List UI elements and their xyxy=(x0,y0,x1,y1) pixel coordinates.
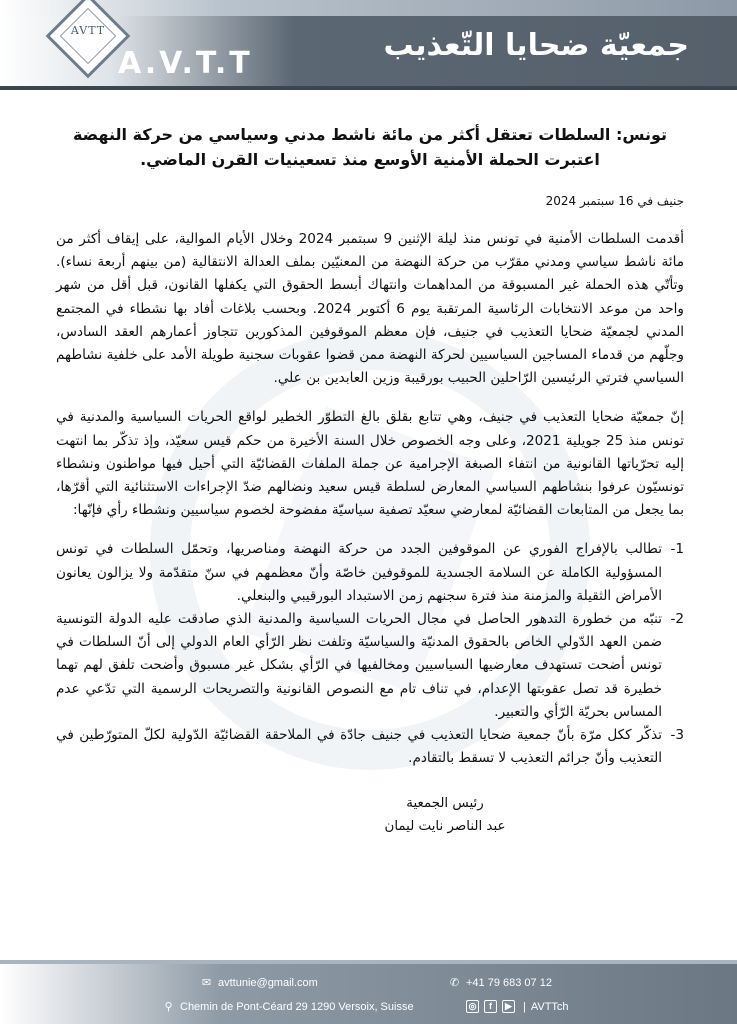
demand-text: تذكّر ككل مرّة بأنّ جمعية ضحايا التعذيب في جنيف جادّة في الملاحقة القضائيّة الدّولية لكلّ المتورّطين في التعذيب وأنّ جرائم التعذيب لا تسقط بالتقادم. xyxy=(56,727,662,767)
header-strip-bottom xyxy=(0,86,737,90)
paragraph-2: إنّ جمعيّة ضحايا التعذيب في جنيف، وهي تتابع بقلق بالغ التطوّر الخطير لواقع الحريات السياسية والمدنية في تونس منذ 25 جويلية 2021، وعلى وجه الخصوص خلال السنة الأخيرة من حكم قيس سعيّد، وإذ تذكّر بما انتهت إليه تحرّياتها القانونية من انتفاء الصبغة الإجرامية عن جملة الملفات القضائيّة التي أحيل فيها مواطنون ونشطاء تونسيّون عرفوا بنشاطهم السياسي المعارض لسلطة قيس سعيد ونضالهم ضدّ الإجراءات الاستثنائية التي أقرّها، بما يجعل من المتابعات القضائيّة لمعارضي سعيّد تصفية سياسيّة مفضوحة لخصوم سياسيين ونشطاء رأي فإنّها: xyxy=(56,409,684,519)
location-icon: ⚲ xyxy=(164,1001,173,1013)
footer-address-text: Chemin de Pont-Céard 29 1290 Versoix, Suisse xyxy=(180,1000,414,1013)
demand-item-3 xyxy=(56,724,684,770)
header-strip-top xyxy=(0,0,737,16)
separator: | xyxy=(523,1000,526,1013)
demand-number: 2- xyxy=(670,611,684,628)
phone-icon: ✆ xyxy=(449,977,460,989)
paragraph-1: أقدمت السلطات الأمنية في تونس منذ ليلة الإثنين 9 سبتمبر 2024 وخلال الأيام الموالية، على إيقاف أكثر من مائة ناشط سياسي ومدني مقرّب من حركة النهضة من المعنيّين بملف العدالة الانتقالية (من بينهم أربعة نساء). وتأتّي هذه الحملة غير المسبوقة من المداهمات وانتهاك أبسط الحقوق التي يكفلها القانون، قبل أقل من شهر واحد من موعد الانتخابات الرئاسية المرتقبة يوم 6 أكتوبر 2024. وبحسب بلاغات أفاد بها نشطاء في المجتمع المدني لجمعيّة ضحايا التعذيب في جنيف، فإن معظم الموقوفين المذكورين تتجاوز أعمارهم العقد السادس، وجلّهم من قدماء المساجين السياسيين لحركة النهضة ممن قضوا عقوبات سجنية طويلة الأمد على خلفية نشاطهم السياسي فترتي الرئيسين الرّاحلين الحبيب بورقيبة وزين العابدين بن علي. xyxy=(56,231,684,387)
signatory-name: عبد الناصر نايت ليمان xyxy=(384,819,506,835)
demand-number: 1- xyxy=(670,541,684,558)
release-date: جنيف في 16 سبتمبر 2024 xyxy=(545,194,684,208)
facebook-icon[interactable]: f xyxy=(484,1000,497,1013)
title-line-2: اعتبرت الحملة الأمنية الأوسع منذ تسعينيات القرن الماضي. xyxy=(140,150,600,169)
footer-email-text: avttunie@gmail.com xyxy=(218,976,318,989)
footer-handle[interactable]: AVTTch xyxy=(530,1000,569,1013)
demand-number: 3- xyxy=(670,727,684,744)
title-line-1: تونس: السلطات تعتقل أكثر من مائة ناشط مدني وسياسي من حركة النهضة xyxy=(72,125,668,144)
footer-social xyxy=(466,1000,569,1013)
footer-address xyxy=(162,1000,414,1013)
logo-text: AVTT xyxy=(70,24,106,37)
footer-email[interactable] xyxy=(200,976,318,989)
demand-item-2 xyxy=(56,608,684,724)
youtube-icon[interactable]: ▶ xyxy=(502,1000,515,1013)
email-icon: ✉ xyxy=(201,977,212,989)
signature-block xyxy=(56,792,684,838)
instagram-icon[interactable]: ◎ xyxy=(466,1000,479,1013)
document-body xyxy=(56,108,684,838)
demand-text: تنبّه من خطورة التدهور الحاصل في مجال الحريات السياسية والمدنية الذي صادقت عليه الدولة التونسية ضمن العهد الدّولي الخاص بالحقوق المدنيّة والسياسيّة وتلفت نظر الرّأي العام الدولي إلى أنّ السلطات في تونس أضحت تستهدف معارضيها السياسيين ومخالفيها في الرّأي بشكل غير مسبوق وأضحت تلفق لهم تهما خطيرة قد تصل عقوبتها الإعدام، في تناف تام مع النصوص القانونية والتصريحات الرسمية التي تدّعي عدم المساس بحريّة الرّأي والتعبير. xyxy=(56,611,662,720)
org-acronym: A.V.T.T xyxy=(118,46,253,81)
press-release-title xyxy=(56,122,684,172)
footer-phone-text: +41 79 683 07 12 xyxy=(466,976,552,989)
demand-item-1 xyxy=(56,538,684,608)
demand-text: تطالب بالإفراج الفوري عن الموقوفين الجدد من حركة النهضة ومناصريها، وتحمّل السلطات في تونس المسؤولية الكاملة عن السلامة الجسدية للموقوفين خاصّة وأنّ معظمهم في سنّ متقدّمة ولا يزالون يعانون الأمراض الثقيلة والمزمنة منذ فترة سجنهم زمن الاستبداد البورقيبي والبنعلي. xyxy=(56,541,662,604)
signatory-role: رئيس الجمعية xyxy=(406,796,484,812)
demands-list xyxy=(56,538,684,770)
header xyxy=(0,0,737,92)
footer-phone[interactable] xyxy=(448,976,552,989)
org-arabic-name: جمعيّة ضحايا التّعذيب xyxy=(383,28,689,63)
footer xyxy=(0,964,737,1024)
